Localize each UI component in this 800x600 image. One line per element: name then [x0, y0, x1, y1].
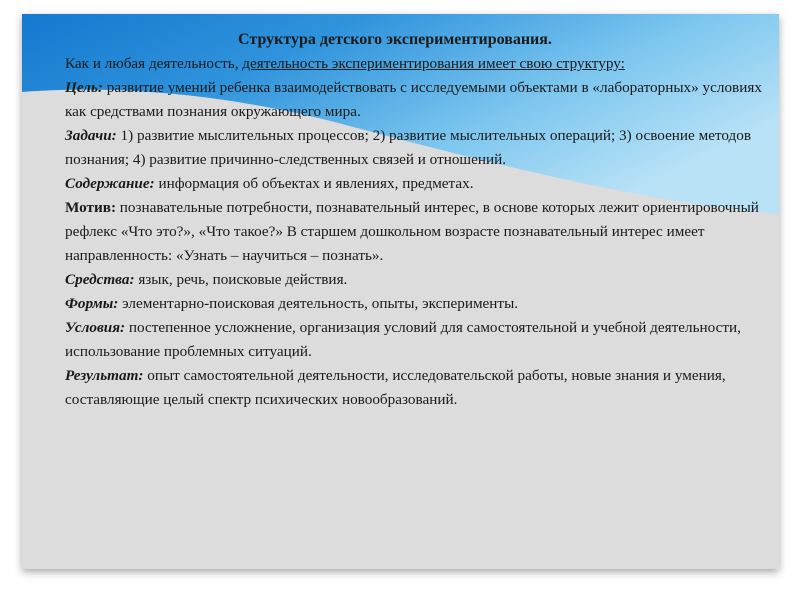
item-label: Условия: — [65, 319, 126, 336]
item-label: Мотив: — [65, 199, 116, 216]
item-result — [65, 364, 765, 412]
slide-title: Структура детского экспериментирования. — [238, 31, 552, 48]
item-text: развитие умений ребенка взаимодействовать с исследуемыми объектами в «лабораторных» условиях как средствами познания окружающего мира. — [65, 79, 762, 120]
intro-underlined-text: деятельность экспериментирования имеет свою структуру: — [242, 55, 625, 72]
item-label: Цель: — [65, 79, 103, 96]
intro-paragraph — [65, 52, 765, 76]
item-goal — [65, 76, 765, 124]
item-conditions — [65, 316, 765, 364]
item-text: язык, речь, поисковые действия. — [134, 271, 348, 288]
item-text: 1) развитие мыслительных процессов; 2) развитие мыслительных операций; 3) освоение методов познания; 4) развитие причинно-следственных связей и отношений. — [65, 127, 752, 168]
item-text: познавательные потребности, познавательный интерес, в основе которых лежит ориентировочный рефлекс «Что это?», «Что такое?» В старшем дошкольном возрасте познавательный интерес имеет направленность: «Узнать – научиться – познать». — [65, 199, 759, 264]
item-tasks — [65, 124, 765, 172]
intro-text: Как и любая деятельность, — [65, 55, 243, 72]
item-text: информация об объектах и явлениях, предметах. — [154, 175, 474, 192]
slide-content — [65, 28, 765, 412]
item-label: Формы: — [65, 295, 119, 312]
item-label: Задачи: — [65, 127, 117, 144]
item-label: Содержание: — [65, 175, 155, 192]
item-means — [65, 268, 765, 292]
slide — [22, 14, 779, 569]
item-motive — [65, 196, 765, 268]
item-text: элементарно-поисковая деятельность, опыты, эксперименты. — [118, 295, 519, 312]
item-label: Результат: — [65, 367, 144, 384]
item-label: Средства: — [65, 271, 135, 288]
item-forms — [65, 292, 765, 316]
item-text: постепенное усложнение, организация условий для самостоятельной и учебной деятельности, использование проблемных ситуаций. — [65, 319, 741, 360]
item-content — [65, 172, 765, 196]
item-text: опыт самостоятельной деятельности, исследовательской работы, новые знания и умения, составляющие целый спектр психических новообразований. — [65, 367, 726, 408]
